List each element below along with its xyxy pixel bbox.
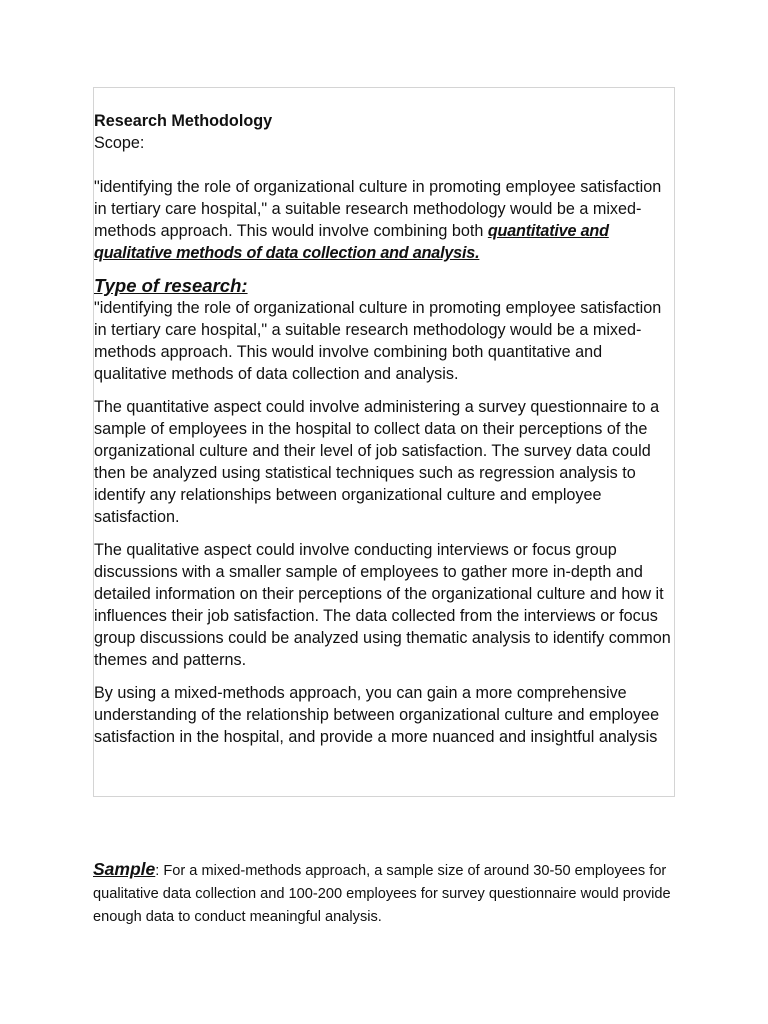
mixed-methods-paragraph: By using a mixed-methods approach, you can gain a more comprehensive understanding of the relationship between organizational culture and employee satisfaction in the hospital, and provide a more nuanced and insightful analysis: [94, 684, 660, 746]
sample-heading: Sample: [93, 859, 156, 879]
sample-text: : For a mixed-methods approach, a sample size of around 30-50 employees for qualitative data collection and 100-200 employees for survey questionnaire would provide enough data to conduct meaningful analysis.: [93, 863, 671, 925]
section-title: Research Methodology: [94, 112, 273, 130]
scope-text: "identifying the role of organizational culture in promoting employee satisfaction in tertiary care hospital," a suitable research methodology would be a mixed-methods approach. This would involve combining both: [94, 178, 662, 240]
quantitative-paragraph: The quantitative aspect could involve administering a survey questionnaire to a sample of employees in the hospital to collect data on their perceptions of the organizational culture and their level of job satisfaction. The survey data could then be analyzed using statistical techniques such as regression analysis to identify any relationships between organizational culture and employee satisfaction.: [94, 398, 660, 526]
sample-paragraph: [93, 858, 683, 929]
blank-line: [94, 154, 674, 176]
qualitative-paragraph: The qualitative aspect could involve conducting interviews or focus group discussions with a smaller sample of employees to gather more in-depth and detailed information on their perceptions of the organizational culture and how it influences their job satisfaction. The data collected from the interviews or focus group discussions could be analyzed using thematic analysis to identify common themes and patterns.: [94, 541, 671, 669]
scope-emphasis: quantitative and qualitative methods of data collection and analysis.: [94, 222, 609, 262]
methodology-text-box: [93, 87, 675, 797]
type-of-research-heading: Type of research:: [94, 275, 248, 296]
scope-label: Scope:: [94, 134, 145, 152]
type-paragraph: "identifying the role of organizational culture in promoting employee satisfaction in tertiary care hospital," a suitable research methodology would be a mixed-methods approach. This would involve combining both quantitative and qualitative methods of data collection and analysis.: [94, 299, 662, 383]
scope-paragraph: [94, 176, 674, 264]
